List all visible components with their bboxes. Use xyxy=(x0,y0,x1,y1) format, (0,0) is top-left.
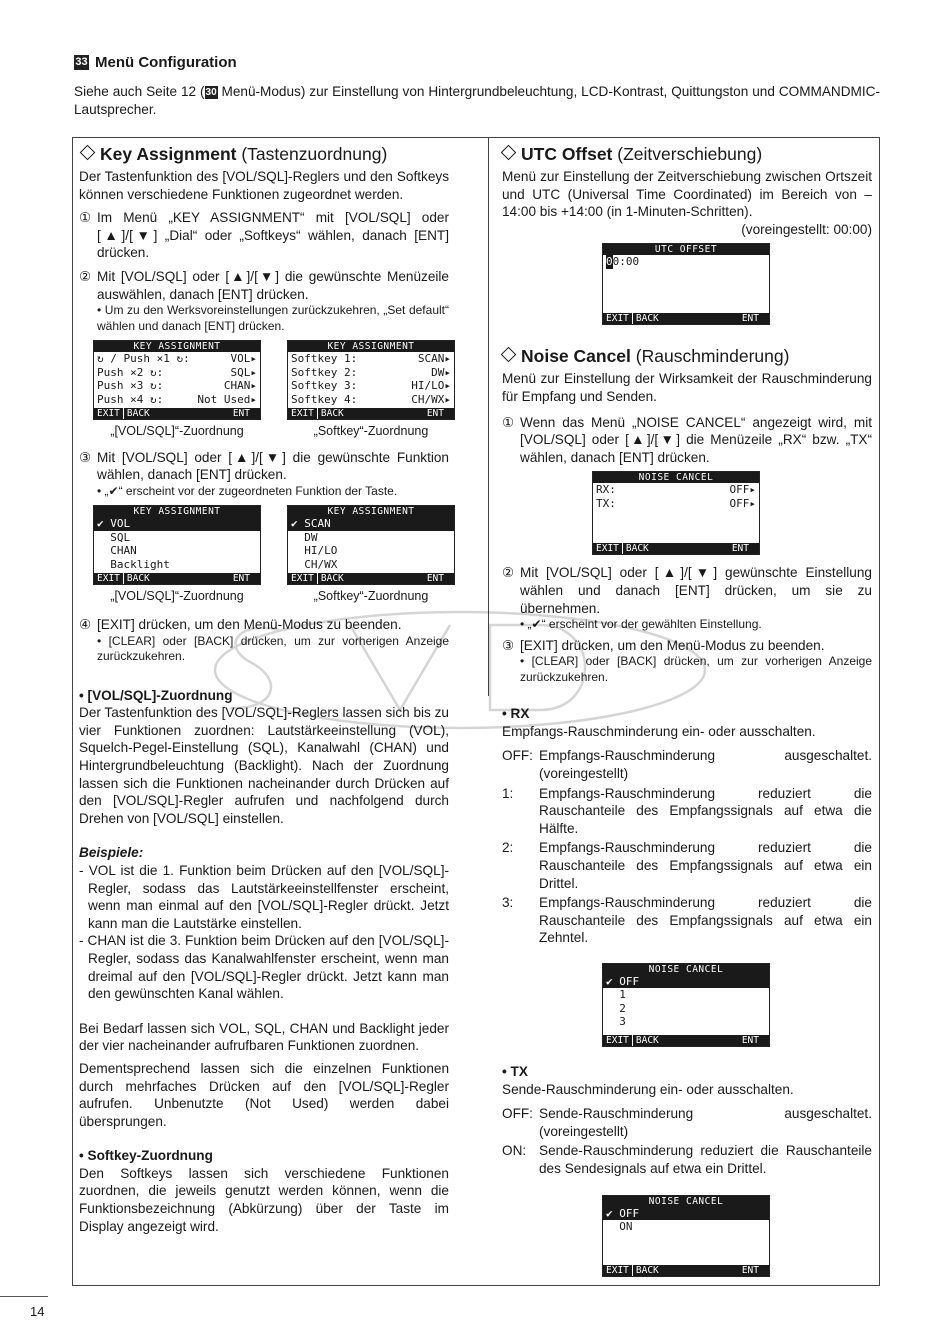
step-4: ④ [EXIT] drücken, um den Menü-Modus zu beenden. xyxy=(79,617,402,633)
step-2: ② Mit [VOL/SQL] oder [▲]/[▼] die gewünschte Menüzeile auswählen, danach [ENT] drücken. xyxy=(79,268,449,302)
page-number-rule xyxy=(0,1296,48,1297)
lcd-row: HI/LO xyxy=(291,544,338,558)
lcd-rx-options xyxy=(602,963,770,1047)
lcd-row: TX: OFF▸ xyxy=(596,496,756,510)
lcd-softkey-assignment xyxy=(287,340,455,420)
lcd-header: KEY ASSIGNMENT xyxy=(288,506,454,517)
example-1: - VOL ist die 1. Funktion beim Drücken auf den [VOL/SQL]-Regler, sodass das Lautstärkeeinstellfenster erscheint, wenn man einmal auf den [VOL/SQL]-Regler drückt. Jetzt kann man die Lautstärke einstellen. xyxy=(79,862,449,931)
utc-text: Menü zur Einstellung der Zeitverschiebung zwischen Ortszeit und UTC (Universal Time Coordinated) im Bereich von –14:00 bis +14:00 (in 1-Minuten-Schritten). xyxy=(502,169,872,220)
example-2: - CHAN ist die 3. Funktion beim Drücken auf den [VOL/SQL]-Regler, sodass das Kanalwahlfenster erscheint, wenn man dreimal auf den [VOL/SQL]-Regler drückt. Jetzt kann man den gewünschten Kanal wählen. xyxy=(79,933,449,1002)
lcd-row: 3 xyxy=(606,1015,626,1029)
option-item: ON: Sende-Rauschminderung reduziert die Rauschanteile des Sendesignals auf etwa ein Drittel. xyxy=(502,1143,872,1176)
lcd-header: NOISE CANCEL xyxy=(603,1196,769,1207)
tx-options-list xyxy=(502,1105,872,1177)
reference-badge: 30 xyxy=(205,87,217,98)
lcd-noise-cancel-menu xyxy=(592,471,760,555)
lcd-row: SQL xyxy=(97,530,131,544)
rx-text: Empfangs-Rauschminderung ein- oder ausschalten. xyxy=(502,723,816,739)
lcd-caption: „[VOL/SQL]“-Zuordnung xyxy=(110,589,244,604)
lcd-row: ON xyxy=(606,1220,633,1233)
lcd-row: ✔ OFF xyxy=(603,1207,769,1221)
lcd-softkey-back: BACK xyxy=(622,543,652,554)
section-heading xyxy=(74,54,237,72)
lcd-softkey-bar xyxy=(94,573,260,584)
lcd-row: Softkey 2: DW▸ xyxy=(291,365,451,379)
step-3-note: • „✔“ erscheint vor der zugeordneten Funktion der Taste. xyxy=(97,483,398,498)
lcd-caption: „Softkey“-Zuordnung xyxy=(313,589,429,604)
lcd-softkey-back: BACK xyxy=(123,408,153,419)
diamond-icon xyxy=(80,145,96,161)
utc-offset-title: UTC Offset (Zeitverschiebung) xyxy=(500,143,872,165)
lcd-row: 1 xyxy=(606,988,626,1002)
step-2-note: • Um zu den Werksvoreinstellungen zurückzukehren, „Set default“ wählen und danach [ENT] drücken. xyxy=(97,303,449,333)
lcd-caption: „Softkey“-Zuordnung xyxy=(313,424,429,439)
lcd-header: NOISE CANCEL xyxy=(593,472,759,483)
key-assignment-intro: Der Tastenfunktion des [VOL/SQL]-Reglers und den Softkeys können verschiedene Funktionen zugeordnet werden. xyxy=(79,169,449,202)
lcd-softkey-bar xyxy=(603,1265,769,1276)
lcd-softkey-exit: EXIT xyxy=(97,408,120,420)
nc-step-2-note: • „✔“ erscheint vor der gewählten Einstellung. xyxy=(520,617,762,632)
lcd-softkey-back: BACK xyxy=(317,573,347,584)
rx-heading: • RX xyxy=(502,706,530,722)
paragraph-1: Bei Bedarf lassen sich VOL, SQL, CHAN und Backlight jeder der vier nacheinander aufrufbaren Funktionen zuordnen. xyxy=(79,1020,449,1054)
intro-text-post: Menü-Modus) zur Einstellung von Hintergrundbeleuchtung, LCD-Kontrast, Quittungston und COMMANDMIC-Lautsprecher. xyxy=(74,84,881,117)
lcd-softkey-exit: EXIT xyxy=(606,1034,629,1046)
nc-step-2: ② Mit [VOL/SQL] oder [▲]/[▼] gewünschte Einstellung wählen und danach [ENT] drücken, um sie zu übernehmen. xyxy=(502,565,872,616)
lcd-header: NOISE CANCEL xyxy=(603,964,769,975)
vol-sql-heading: • [VOL/SQL]-Zuordnung xyxy=(79,687,233,703)
lcd-header: KEY ASSIGNMENT xyxy=(94,341,260,352)
lcd-softkey-exit: EXIT xyxy=(291,573,314,585)
lcd-row: CH/WX xyxy=(291,557,338,571)
lcd-softkey-exit: EXIT xyxy=(606,1264,629,1276)
diamond-icon xyxy=(501,145,517,161)
nc-step-1: ① Wenn das Menü „NOISE CANCEL“ angezeigt wird, mit [VOL/SQL] oder [▲]/[▼] die Menüzeile „RX“ bzw. „TX“ wählen, danach [ENT] drücken. xyxy=(502,414,872,465)
lcd-softkey-bar xyxy=(593,543,759,554)
lcd-softkey-ent: ENT xyxy=(426,573,444,585)
lcd-softkey-bar xyxy=(603,1035,769,1046)
lcd-header: KEY ASSIGNMENT xyxy=(94,506,260,517)
lcd-softkey-bar xyxy=(94,408,260,419)
lcd-softkey-exit: EXIT xyxy=(97,573,120,585)
step-4-note: • [CLEAR] oder [BACK] drücken, um zur vorherigen Anzeige zurückzukehren. xyxy=(97,633,449,664)
lcd-softkey-ent: ENT xyxy=(232,408,250,420)
option-item: 2: Empfangs-Rauschminderung reduziert die Rauschanteile des Empfangssignals auf etwa ein Drittel. xyxy=(502,840,872,891)
lcd-row: CHAN xyxy=(97,544,137,558)
softkey-heading: • Softkey-Zuordnung xyxy=(79,1148,213,1164)
lcd-softkey-exit: EXIT xyxy=(596,543,619,555)
lcd-row: DW xyxy=(291,530,318,544)
noise-cancel-text: Menü zur Einstellung der Wirksamkeit der Rauschminderung für Empfang und Senden. xyxy=(502,371,872,404)
lcd-softkey-back: BACK xyxy=(317,408,347,419)
lcd-row: Softkey 1: SCAN▸ xyxy=(291,352,451,366)
tx-text: Sende-Rauschminderung ein- oder ausschalten. xyxy=(502,1081,794,1097)
lcd-row: Softkey 3: HI/LO▸ xyxy=(291,379,451,393)
softkey-text: Den Softkeys lassen sich verschiedene Funktionen zuordnen, die jeweils genutzt werden können, wenn die Funktionsbezeichnung (Abkürzung) über der Taste im Display angezeigt wird. xyxy=(79,1165,449,1234)
lcd-softkey-ent: ENT xyxy=(741,1264,759,1276)
option-item: OFF: Empfangs-Rauschminderung ausgeschaltet. (voreingestellt) xyxy=(502,748,872,781)
lcd-row: Backlight xyxy=(97,557,170,571)
tx-heading: • TX xyxy=(502,1063,528,1079)
step-1: ① Im Menü „KEY ASSIGNMENT“ mit [VOL/SQL] oder [▲]/[▼] „Dial“ oder „Softkeys“ wählen, danach [ENT] drücken. xyxy=(79,210,449,261)
lcd-tx-options xyxy=(602,1195,770,1277)
lcd-vol-sql-assignment xyxy=(93,340,261,420)
watermark-logo xyxy=(200,600,720,740)
option-item: OFF: Sende-Rauschminderung ausgeschaltet. (voreingestellt) xyxy=(502,1106,872,1139)
page-number: 14 xyxy=(30,1304,45,1319)
option-item: 3: Empfangs-Rauschminderung reduziert die Rauschanteile des Empfangssignals auf etwa ein Zehntel. xyxy=(502,895,872,946)
step-3: ③ Mit [VOL/SQL] oder [▲]/[▼] die gewünschte Funktion wählen, danach [ENT] drücken. xyxy=(79,449,449,483)
section-title: Menü Configuration xyxy=(95,54,237,71)
lcd-softkey-exit: EXIT xyxy=(291,408,314,420)
lcd-row: Softkey 4: CH/WX▸ xyxy=(291,392,451,406)
lcd-vol-sql-functions xyxy=(93,505,261,585)
lcd-softkey-back: BACK xyxy=(632,1035,662,1046)
key-assignment-title: Key Assignment (Tastenzuordnung) xyxy=(79,143,449,165)
lcd-softkey-back: BACK xyxy=(123,573,153,584)
paragraph-2: Dementsprechend lassen sich die einzelnen Funktionen durch mehrfaches Drücken auf den [VOL/SQL]-Regler aufrufen. Unbenutzte (Not Used) werden dabei übersprungen. xyxy=(79,1060,449,1129)
lcd-utc-offset: UTC OFFSET 0 0:00 EXIT BACK ENT xyxy=(602,243,770,325)
lcd-row: Push ×4 ↻: Not Used▸ xyxy=(97,392,257,406)
lcd-softkey-ent: ENT xyxy=(741,1034,759,1046)
option-item: 1: Empfangs-Rauschminderung reduziert die Rauschanteile des Empfangssignals auf etwa die Hälfte. xyxy=(502,785,872,836)
vol-sql-text: Der Tastenfunktion des [VOL/SQL]-Reglers lassen sich bis zu vier Funktionen zuordnen: Lautstärkeeinstellung (VOL), Squelch-Pegel-Einstellung (SQL), Kanalwahl (CHAN) und Hintergrundbeleuchtung (Backlight). Nach der Zuordnung lassen sich die Funktionen nacheinander durch Drücken auf den [VOL/SQL]-Regler aufrufen und nachfolgend durch Drehen von [VOL/SQL] einstellen. xyxy=(79,705,449,826)
noise-cancel-title: Noise Cancel (Rauschminderung) xyxy=(500,345,872,367)
lcd-row: ✔ SCAN xyxy=(288,517,454,531)
lcd-softkey-back: BACK xyxy=(632,1265,662,1276)
lcd-row: ↻ / Push ×1 ↻: VOL▸ xyxy=(97,352,257,366)
rx-options-list xyxy=(502,747,872,947)
lcd-row: ✔ OFF xyxy=(603,975,769,989)
section-number-badge: 33 xyxy=(75,56,88,69)
section-intro xyxy=(74,83,880,118)
lcd-softkey-functions xyxy=(287,505,455,585)
nc-step-3-note: • [CLEAR] oder [BACK] drücken, um zur vorherigen Anzeige zurückzukehren. xyxy=(520,654,872,684)
lcd-row: Push ×2 ↻: SQL▸ xyxy=(97,365,257,379)
utc-default: (voreingestellt: 00:00) xyxy=(741,221,872,237)
diamond-icon xyxy=(501,347,517,363)
lcd-caption: „[VOL/SQL]“-Zuordnung xyxy=(110,424,244,439)
lcd-softkey-ent: ENT xyxy=(426,408,444,420)
intro-text-pre: Siehe auch Seite 12 ( xyxy=(74,84,205,99)
examples-heading: Beispiele: xyxy=(79,845,144,861)
lcd-softkey-ent: ENT xyxy=(731,543,749,555)
lcd-row: RX: OFF▸ xyxy=(596,483,756,497)
lcd-header: KEY ASSIGNMENT xyxy=(288,341,454,352)
lcd-row: Push ×3 ↻: CHAN▸ xyxy=(97,379,257,393)
lcd-softkey-bar xyxy=(288,573,454,584)
nc-step-3: ③ [EXIT] drücken, um den Menü-Modus zu beenden. xyxy=(502,637,825,653)
lcd-row: 2 xyxy=(606,1001,626,1015)
lcd-softkey-ent: ENT xyxy=(232,573,250,585)
lcd-softkey-bar xyxy=(288,408,454,419)
lcd-row: ✔ VOL xyxy=(94,517,260,531)
